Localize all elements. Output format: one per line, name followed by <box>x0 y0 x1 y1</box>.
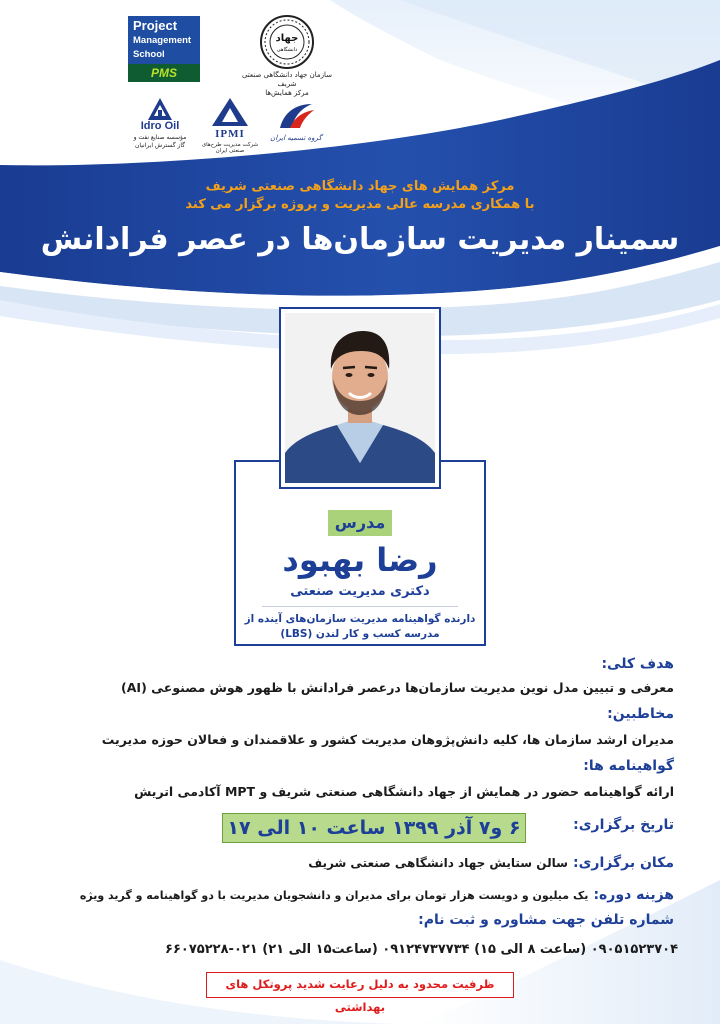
instructor-certificate <box>240 612 480 642</box>
pms-logo-mark: PMS <box>128 64 200 82</box>
idro-triangle-icon <box>120 96 200 122</box>
date-value: ۶ و۷ آذر ۱۳۹۹ ساعت ۱۰ الی ۱۷ <box>222 813 526 843</box>
jahad-name: سازمان جهاد دانشگاهی صنعتی شریف <box>241 71 333 88</box>
phone-heading: شماره تلفن جهت مشاوره و ثبت نام: <box>418 912 674 928</box>
swoosh-icon <box>266 98 326 134</box>
fee-row <box>80 884 674 903</box>
ipmi-triangle-icon <box>198 96 262 128</box>
instructor-label: مدرس <box>328 510 392 536</box>
venue-row <box>308 852 674 871</box>
jahad-seal-sub: دانشگاهی <box>276 47 298 53</box>
fee-heading: هزینه دوره: <box>593 887 674 903</box>
jahad-seal-icon <box>259 14 315 70</box>
group-name: گروه تسمیه ایران <box>270 134 322 142</box>
goal-heading: هدف کلی: <box>601 656 674 672</box>
instructor-photo-frame <box>279 307 441 489</box>
ipmi-logo <box>198 96 262 154</box>
idro-logo <box>120 96 200 154</box>
seminar-title: سمینار مدیریت سازمان‌ها در عصر فرادانش <box>40 222 680 257</box>
fee-text: یک میلیون و دویست هزار تومان برای مدیران و دانشجویان مدیریت با دو گواهینامه و گرید ویژه <box>79 889 589 902</box>
pms-logo-line2: Management <box>133 35 192 46</box>
venue-heading: مکان برگزاری: <box>573 855 674 871</box>
certificate-text: ارائه گواهینامه حضور در همایش از جهاد دانشگاهی صنعتی شریف و MPT آکادمی اتریش <box>134 784 674 799</box>
jahad-logo <box>232 14 342 97</box>
phone-numbers: ۰۹۰۵۱۵۲۳۷۰۴ (ساعت ۸ الی ۱۵) ۰۹۱۲۴۷۳۷۷۳۴ (ساعت۱۵ الی ۲۱) ۰۲۱-۶۶۰۷۵۲۲۸ <box>165 942 678 957</box>
idro-sub2: گاز گسترش ایرانیان <box>134 142 186 149</box>
ipmi-sub: شرکت مدیریت طرح‌های صنعتی ایران <box>201 142 259 154</box>
audience-text: مدیران ارشد سازمان ها، کلیه دانش‌پژوهان مدیریت کشور و علاقمندان و فعالان حوزه مدیریت <box>101 732 674 747</box>
pms-logo-line3: School <box>133 49 165 60</box>
certificate-heading: گواهینامه ها: <box>583 758 674 774</box>
instructor-degree: دکتری مدیریت صنعتی <box>290 584 430 599</box>
pms-logo-line1: Project <box>133 18 178 33</box>
audience-heading: مخاطبین: <box>607 706 674 722</box>
instructor-certificate-line1: دارنده گواهینامه مدیریت سازمان‌های آینده از <box>244 613 476 625</box>
group-logo <box>266 98 326 152</box>
jahad-seal-text: جهاد <box>275 33 299 44</box>
collaboration-line: با همکاری مدرسه عالی مدیریت و پروژه برگزار می کند <box>185 197 535 212</box>
pms-logo <box>128 16 200 82</box>
idro-sub1: مؤسسه صنایع نفت و <box>133 134 187 141</box>
instructor-photo <box>285 313 435 483</box>
venue-text: سالن ستایش جهاد دانشگاهی صنعتی شریف <box>308 856 568 870</box>
instructor-name: رضا بهبود <box>282 541 438 579</box>
ipmi-name: IPMI <box>215 128 245 140</box>
date-heading: تاریخ برگزاری: <box>573 817 674 833</box>
organizer-line: مرکز همایش های جهاد دانشگاهی صنعتی شریف <box>205 179 515 194</box>
divider <box>262 606 458 607</box>
capacity-notice: ظرفیت محدود به دلیل رعایت شدید پروتکل های بهداشتی <box>206 972 514 998</box>
idro-name: Idro Oil <box>140 120 180 132</box>
goal-text: معرفی و تبیین مدل نوین مدیریت سازمان‌ها درعصر فرادانش با ظهور هوش مصنوعی (AI) <box>121 680 674 695</box>
jahad-sub: مرکز همایش‌ها <box>265 89 309 97</box>
instructor-certificate-line2: مدرسه کسب و کار لندن (LBS) <box>280 628 440 640</box>
